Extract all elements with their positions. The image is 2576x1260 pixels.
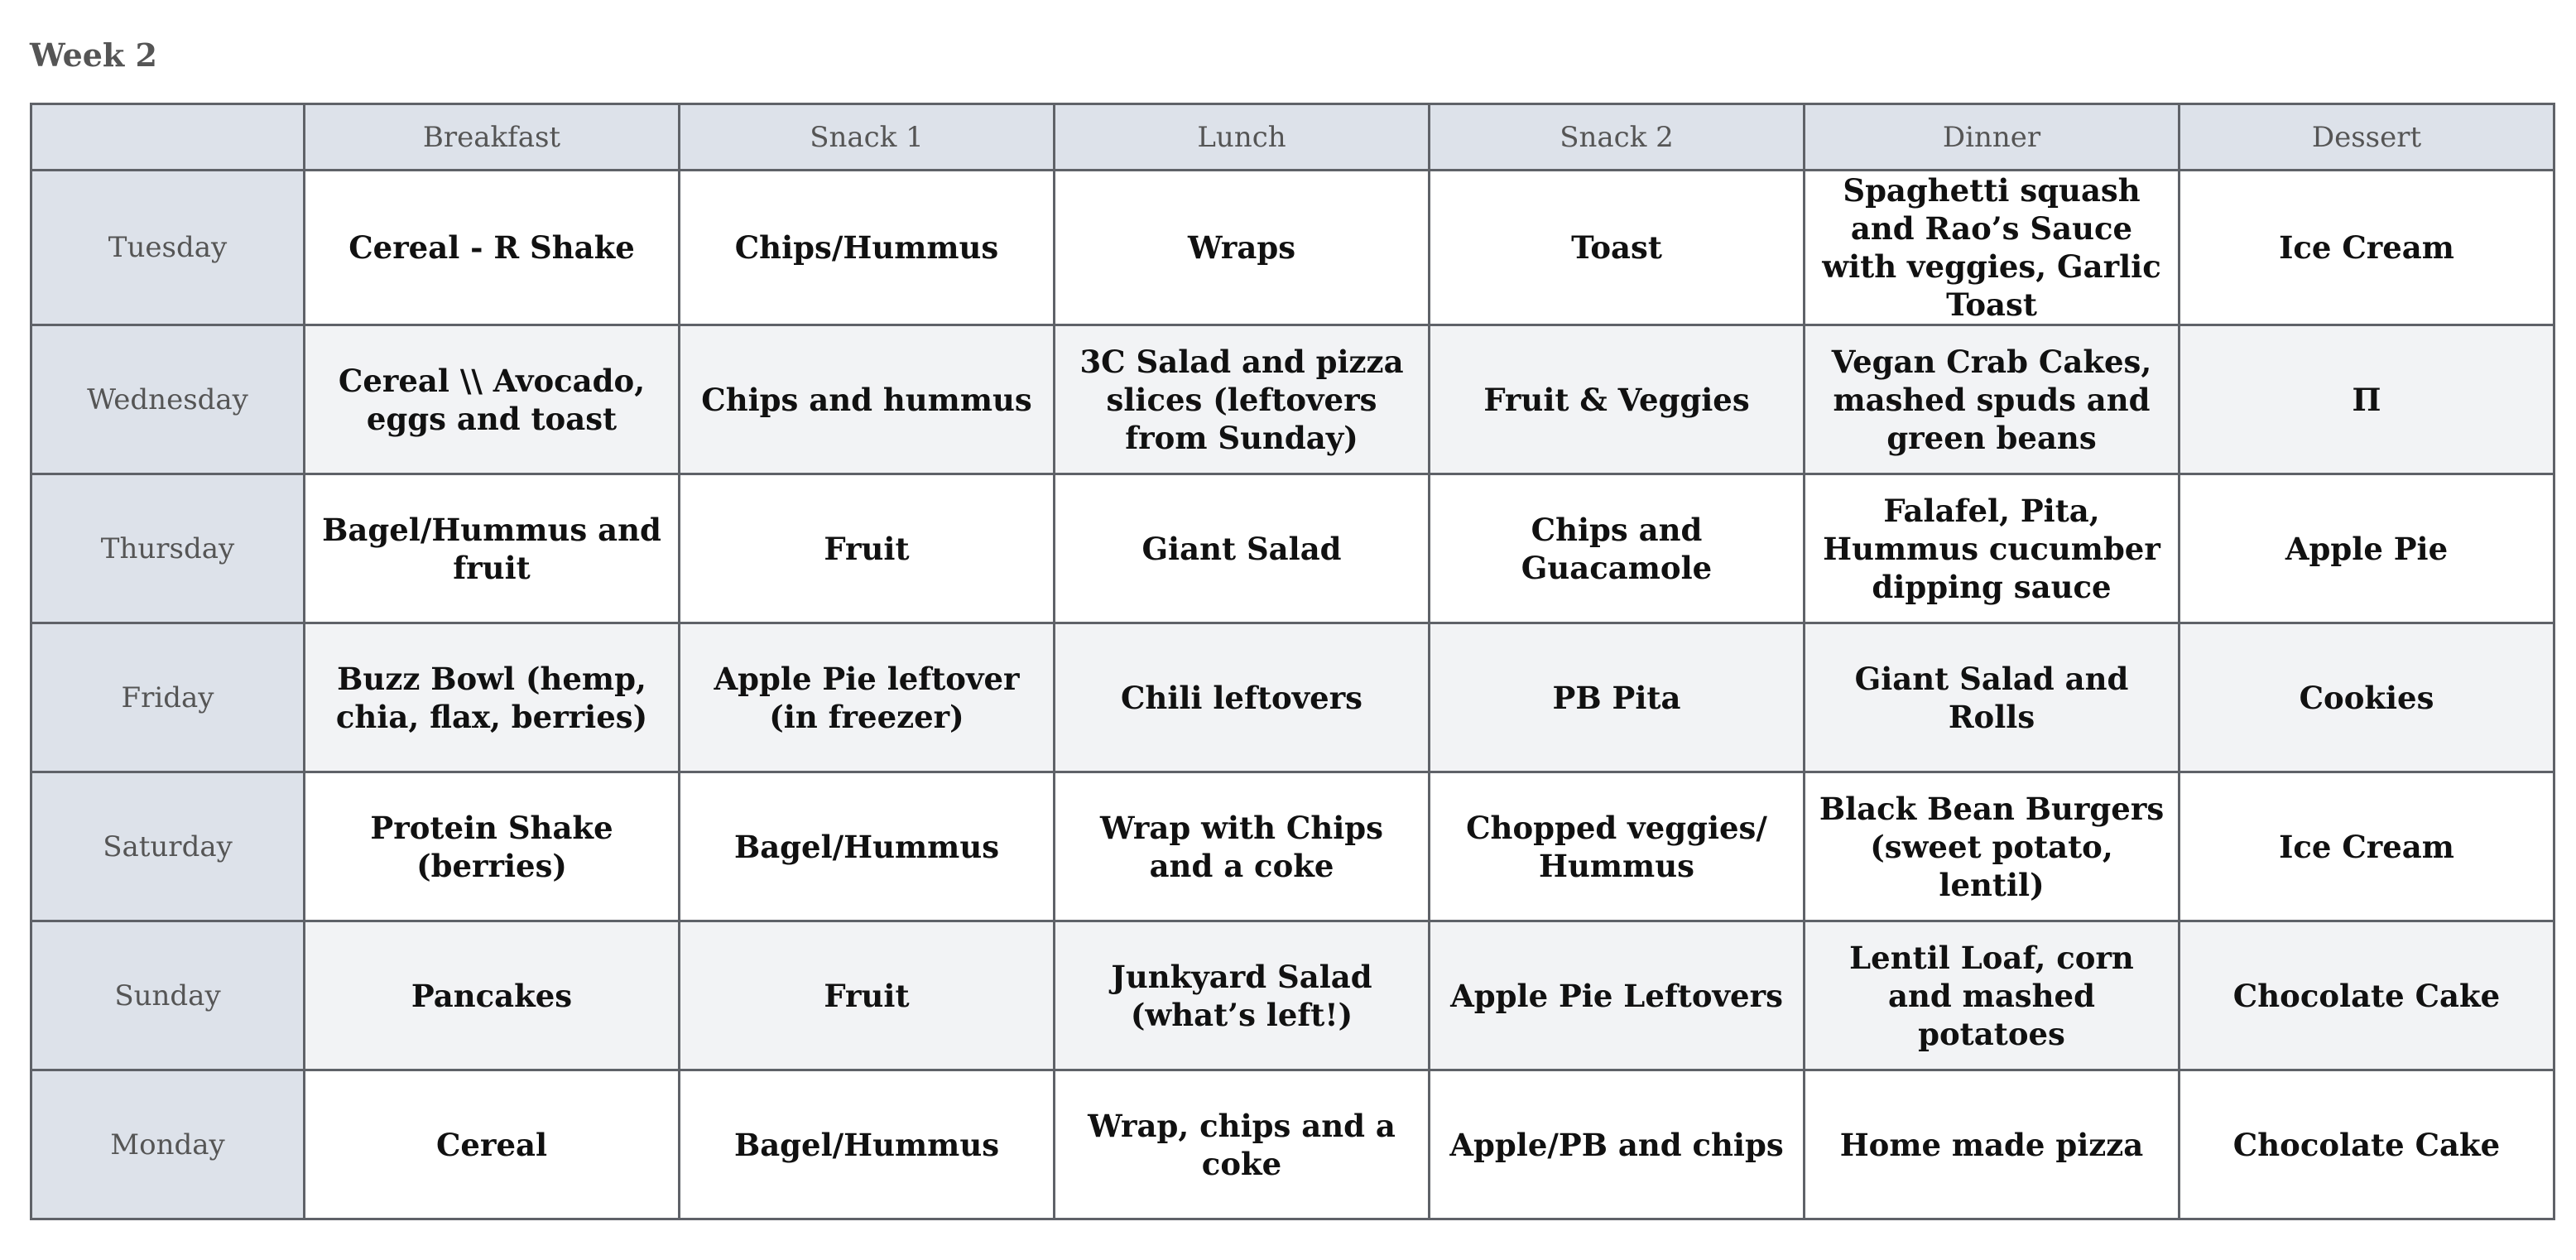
meal-cell-lunch: Junkyard Salad (what’s left!) — [1055, 921, 1430, 1070]
table-row — [31, 623, 2554, 772]
meal-cell-snack-2: Apple Pie Leftovers — [1430, 921, 1805, 1070]
meal-cell-dessert: Ice Cream — [2180, 772, 2554, 921]
table-row — [31, 474, 2554, 623]
meal-cell-lunch: Wrap, chips and a coke — [1055, 1070, 1430, 1219]
corner-header-cell — [31, 104, 305, 171]
meal-cell-snack-1: Fruit — [680, 921, 1055, 1070]
column-header-snack-2: Snack 2 — [1430, 104, 1805, 171]
meal-cell-snack-1: Apple Pie leftover (in freezer) — [680, 623, 1055, 772]
meal-cell-dessert: Cookies — [2180, 623, 2554, 772]
meal-cell-breakfast: Cereal \\ Avocado, eggs and toast — [305, 325, 680, 474]
table-row — [31, 921, 2554, 1070]
meal-cell-dinner: Spaghetti squash and Rao’s Sauce with veggies, Garlic Toast — [1805, 171, 2180, 325]
table-row — [31, 1070, 2554, 1219]
meal-cell-lunch: 3C Salad and pizza slices (leftovers from Sunday) — [1055, 325, 1430, 474]
meal-cell-lunch: Giant Salad — [1055, 474, 1430, 623]
meal-cell-breakfast: Cereal — [305, 1070, 680, 1219]
meal-cell-snack-1: Chips and hummus — [680, 325, 1055, 474]
column-header-lunch: Lunch — [1055, 104, 1430, 171]
meal-cell-snack-2: Apple/PB and chips — [1430, 1070, 1805, 1219]
meal-cell-snack-1: Chips/Hummus — [680, 171, 1055, 325]
meal-cell-snack-2: Chopped veggies/ Hummus — [1430, 772, 1805, 921]
row-header-day: Saturday — [31, 772, 305, 921]
meal-cell-dessert: Ice Cream — [2180, 171, 2554, 325]
meal-plan-table — [30, 103, 2555, 1220]
row-header-day: Wednesday — [31, 325, 305, 474]
column-header-breakfast: Breakfast — [305, 104, 680, 171]
row-header-day: Friday — [31, 623, 305, 772]
column-header-dessert: Dessert — [2180, 104, 2554, 171]
meal-cell-lunch: Wrap with Chips and a coke — [1055, 772, 1430, 921]
meal-cell-snack-2: Fruit & Veggies — [1430, 325, 1805, 474]
meal-cell-breakfast: Pancakes — [305, 921, 680, 1070]
meal-cell-snack-1: Bagel/Hummus — [680, 772, 1055, 921]
meal-cell-snack-2: PB Pita — [1430, 623, 1805, 772]
meal-cell-dessert: Chocolate Cake — [2180, 921, 2554, 1070]
meal-cell-dinner: Vegan Crab Cakes, mashed spuds and green beans — [1805, 325, 2180, 474]
meal-cell-lunch: Wraps — [1055, 171, 1430, 325]
meal-cell-snack-2: Toast — [1430, 171, 1805, 325]
meal-cell-breakfast: Protein Shake (berries) — [305, 772, 680, 921]
table-row — [31, 325, 2554, 474]
meal-cell-lunch: Chili leftovers — [1055, 623, 1430, 772]
meal-cell-snack-1: Bagel/Hummus — [680, 1070, 1055, 1219]
meal-cell-dinner: Giant Salad and Rolls — [1805, 623, 2180, 772]
row-header-day: Monday — [31, 1070, 305, 1219]
column-header-dinner: Dinner — [1805, 104, 2180, 171]
meal-cell-breakfast: Buzz Bowl (hemp, chia, flax, berries) — [305, 623, 680, 772]
meal-cell-dinner: Lentil Loaf, corn and mashed potatoes — [1805, 921, 2180, 1070]
meal-cell-breakfast: Cereal - R Shake — [305, 171, 680, 325]
header-row — [31, 104, 2554, 171]
table-row — [31, 772, 2554, 921]
table-row — [31, 171, 2554, 325]
meal-cell-snack-1: Fruit — [680, 474, 1055, 623]
row-header-day: Thursday — [31, 474, 305, 623]
meal-cell-dinner: Falafel, Pita, Hummus cucumber dipping sauce — [1805, 474, 2180, 623]
column-header-snack-1: Snack 1 — [680, 104, 1055, 171]
page-title: Week 2 — [30, 36, 157, 74]
meal-cell-snack-2: Chips and Guacamole — [1430, 474, 1805, 623]
meal-cell-dessert: Chocolate Cake — [2180, 1070, 2554, 1219]
meal-cell-dinner: Black Bean Burgers (sweet potato, lentil) — [1805, 772, 2180, 921]
meal-cell-breakfast: Bagel/Hummus and fruit — [305, 474, 680, 623]
meal-cell-dessert: Π — [2180, 325, 2554, 474]
meal-cell-dessert: Apple Pie — [2180, 474, 2554, 623]
row-header-day: Tuesday — [31, 171, 305, 325]
meal-cell-dinner: Home made pizza — [1805, 1070, 2180, 1219]
row-header-day: Sunday — [31, 921, 305, 1070]
